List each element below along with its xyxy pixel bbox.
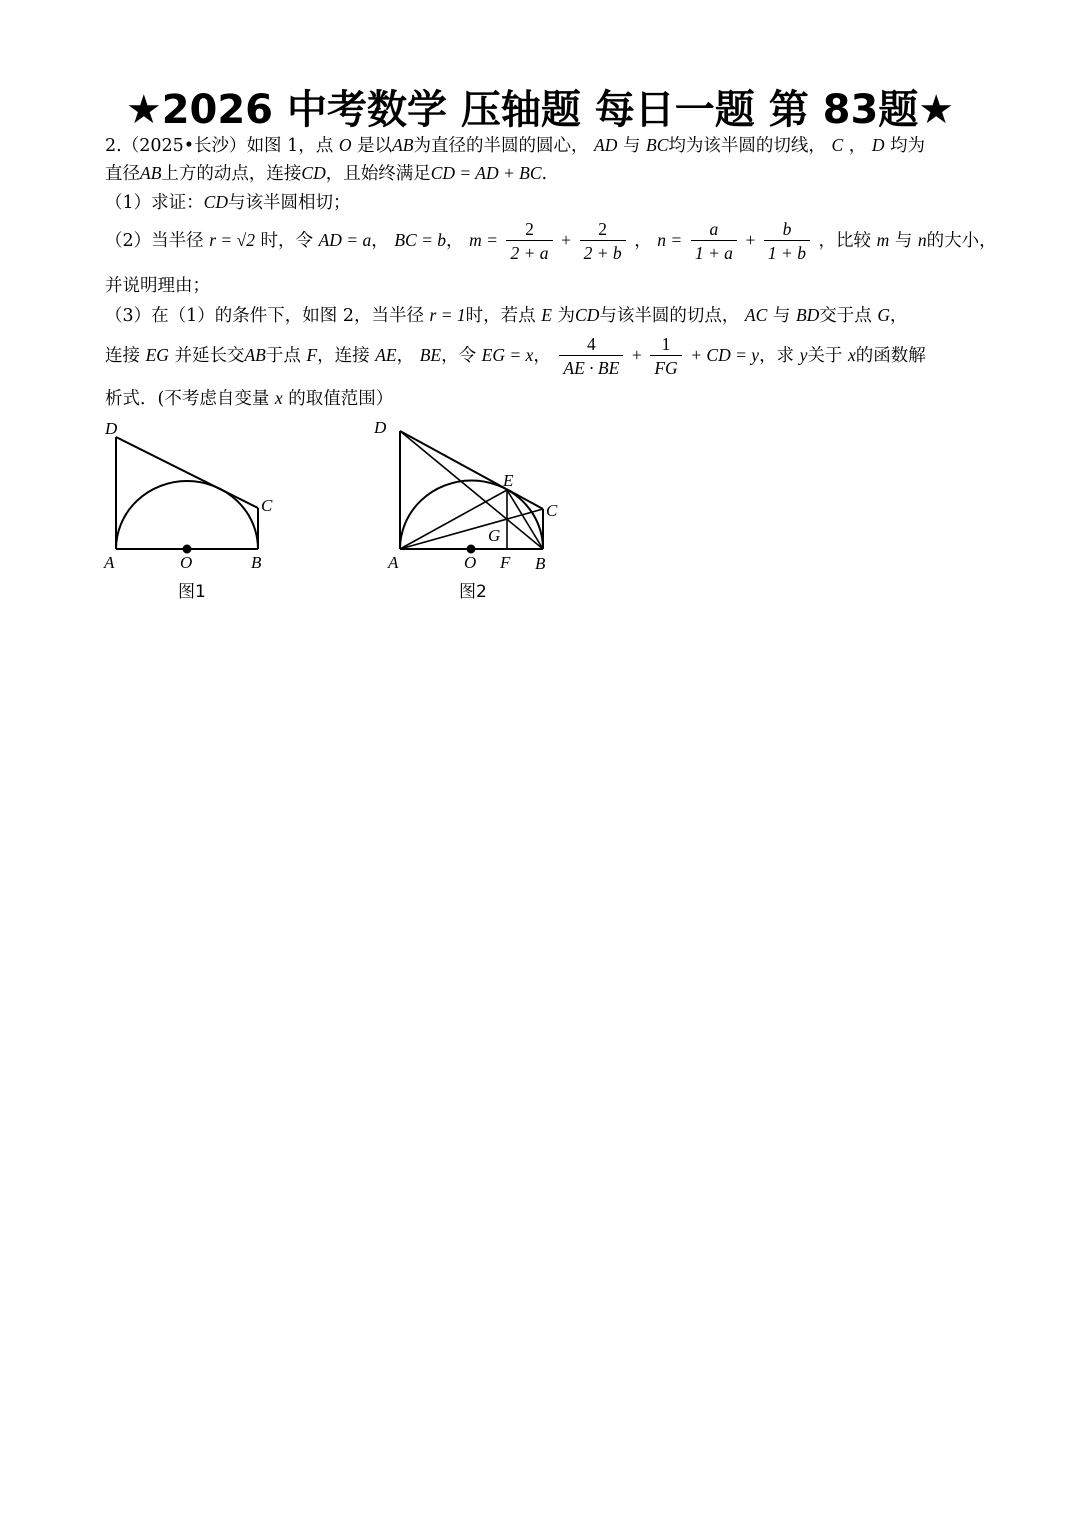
fig2-segment-DC	[400, 431, 543, 509]
fig2-label-O: O	[464, 553, 477, 572]
fig2-label-C: C	[546, 501, 558, 520]
fig1-label-B: B	[251, 553, 262, 572]
fig2-center-O	[468, 546, 475, 553]
fig1-center-O	[184, 546, 191, 553]
fig2-label-G: G	[488, 526, 501, 545]
figure-1	[116, 437, 258, 553]
fraction-1-over-fg: $\frac{1}{FG}$	[650, 333, 681, 380]
fig2-label-A: A	[388, 553, 399, 572]
page-title: ★2026 中考数学 压轴题 每日一题 第 83题★	[125, 87, 955, 133]
problem-number: 2.	[105, 136, 122, 156]
fig1-caption: 图1	[178, 582, 206, 602]
problem-line-1: 2.（2025•长沙）如图 1，点 O 是以AB为直径的半圆的圆心， AD 与 BC均为该半圆的切线， C ， D 均为	[105, 135, 926, 156]
fig1-label-C: C	[261, 496, 273, 515]
part-3-line-2: 连接 EG 并延长交AB于点 F，连接 AE， BE，令 EG = x， $\frac{4}{AE \cdot BE}$ + $\frac{1}{FG}$ + CD = y，求 y关于 x的函数解	[105, 334, 926, 378]
fraction-a-over-1a: $\frac{a}{1 + a}$	[691, 218, 737, 265]
fraction-2-over-2b: $\frac{2}{2 + b}$	[580, 218, 626, 265]
fig2-label-E: E	[503, 471, 514, 490]
fig2-caption: 图2	[459, 582, 487, 602]
fig2-label-B: B	[535, 554, 546, 573]
part-1: （1）求证：CD与该半圆相切；	[105, 192, 351, 213]
figure-2	[400, 431, 543, 553]
fraction-2-over-2a: $\frac{2}{2 + a}$	[506, 218, 552, 265]
fig1-label-D: D	[105, 419, 118, 438]
part-3-line-3: 析式．(不考虑自变量 x 的取值范围）	[105, 388, 394, 409]
problem-line-2: 直径AB上方的动点，连接CD，且始终满足CD = AD + BC.	[105, 163, 548, 184]
problem-source: （2025•长沙）	[121, 136, 247, 156]
fig1-segment-DC	[116, 437, 258, 508]
part-3-line-1: （3）在（1）的条件下，如图 2，当半径 r = 1时，若点 E 为CD与该半圆的切点， AC 与 BD交于点 G，	[105, 305, 908, 326]
fig1-label-A: A	[104, 553, 115, 572]
fig2-label-F: F	[500, 553, 511, 572]
part-2: （2）当半径 r = √2 时，令 AD = a， BC = b， m = $\frac{2}{2 + a}$ + $\frac{2}{2 + b}$ ， n = $\frac{a}{1 + a}$ + $\frac{b}{1 + b}$ ，比较 m 与 n的大小，	[105, 219, 997, 263]
part-2-tail: 并说明理由；	[105, 276, 210, 296]
fig1-semicircle	[116, 481, 258, 549]
fraction-4-over-aebe: $\frac{4}{AE \cdot BE}$	[559, 333, 623, 380]
figures-svg	[0, 0, 1080, 640]
fig2-label-D: D	[374, 418, 387, 437]
fraction-b-over-1b: $\frac{b}{1 + b}$	[764, 218, 810, 265]
fig2-segment-BD	[400, 431, 543, 549]
fig1-label-O: O	[180, 553, 193, 572]
